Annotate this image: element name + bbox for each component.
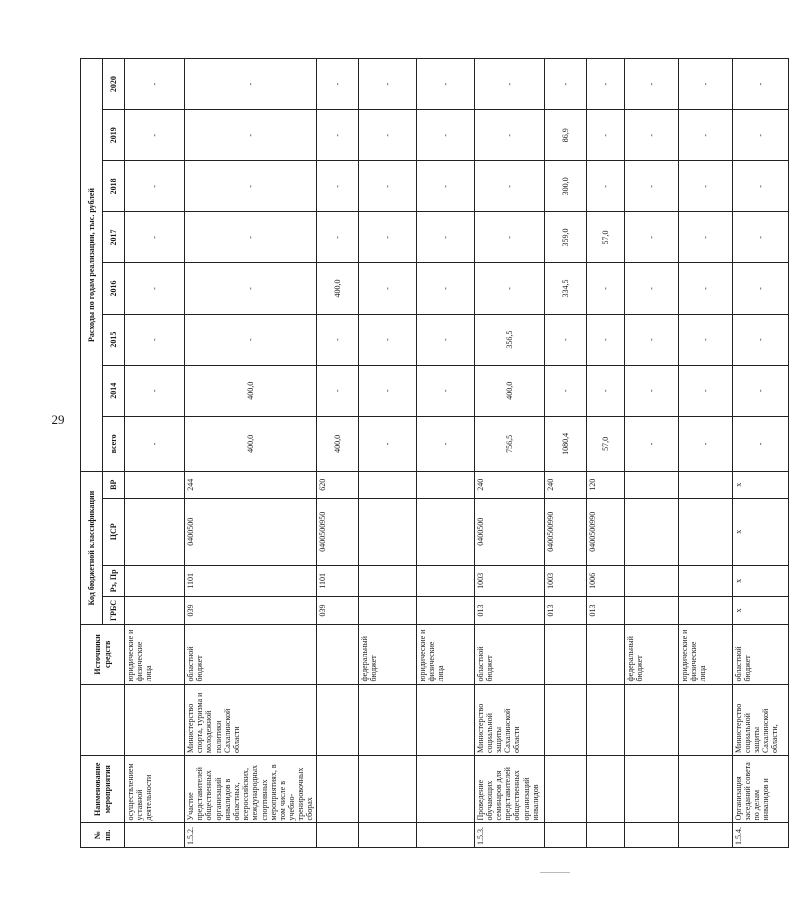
- cell-total: -: [125, 416, 185, 471]
- cell-no: [416, 823, 474, 848]
- cell-year-value: -: [544, 314, 586, 365]
- cell-total: 400,0: [185, 416, 317, 471]
- cell-year-value: -: [678, 314, 732, 365]
- cell-total: 1080,4: [544, 416, 586, 471]
- cell-vr: [678, 471, 732, 498]
- cell-no: [544, 823, 586, 848]
- cell-total: 756,5: [474, 416, 544, 471]
- cell-source: федеральный бюджет: [624, 625, 678, 684]
- cell-grbs: 013: [474, 596, 544, 625]
- cell-year-value: -: [416, 365, 474, 416]
- cell-year-value: -: [732, 314, 788, 365]
- cell-year-value: 86,9: [544, 110, 586, 161]
- cell-executor: Министерство социальной защиты Сахалинской области: [474, 684, 544, 756]
- cell-year-value: -: [732, 110, 788, 161]
- cell-rz: 1003: [544, 565, 586, 596]
- cell-year-value: -: [185, 314, 317, 365]
- cell-year-value: -: [185, 263, 317, 314]
- cell-year-value: -: [185, 161, 317, 212]
- cell-year-value: 359,0: [544, 212, 586, 263]
- cell-vr: [624, 471, 678, 498]
- cell-year-value: -: [474, 59, 544, 110]
- cell-year-value: -: [125, 161, 185, 212]
- cell-no: [678, 823, 732, 848]
- table-row: [416, 59, 474, 848]
- header-expenses: Расходы по годам реализации, тыс. рублей: [81, 59, 103, 472]
- cell-year-value: -: [416, 314, 474, 365]
- cell-source: федеральный бюджет: [358, 625, 416, 684]
- table-row: [185, 59, 317, 848]
- cell-year-value: 300,0: [544, 161, 586, 212]
- cell-total: 400,0: [316, 416, 358, 471]
- cell-year-value: -: [125, 365, 185, 416]
- header-rzpr: Рз, Пр: [103, 565, 125, 596]
- cell-name: осуществлением уставной деятельности: [125, 756, 185, 823]
- cell-name: [544, 756, 586, 823]
- header-year: 2016: [103, 263, 125, 314]
- header-csr: ЦСР: [103, 498, 125, 565]
- cell-year-value: -: [416, 161, 474, 212]
- cell-rz: x: [732, 565, 788, 596]
- cell-year-value: -: [358, 212, 416, 263]
- cell-year-value: -: [678, 365, 732, 416]
- cell-year-value: -: [185, 110, 317, 161]
- cell-rz: [678, 565, 732, 596]
- cell-vr: [416, 471, 474, 498]
- cell-csr: [416, 498, 474, 565]
- cell-year-value: -: [586, 110, 624, 161]
- cell-year-value: -: [185, 59, 317, 110]
- cell-year-value: -: [416, 110, 474, 161]
- cell-year-value: -: [316, 314, 358, 365]
- cell-total: -: [732, 416, 788, 471]
- cell-csr: 0400500950: [316, 498, 358, 565]
- cell-no: 1.5.3.: [474, 823, 544, 848]
- budget-table: [80, 58, 789, 848]
- cell-year-value: -: [185, 212, 317, 263]
- cell-year-value: 356,5: [474, 314, 544, 365]
- cell-year-value: -: [586, 59, 624, 110]
- cell-year-value: -: [678, 212, 732, 263]
- cell-year-value: -: [732, 161, 788, 212]
- cell-year-value: -: [358, 314, 416, 365]
- cell-csr: [125, 498, 185, 565]
- cell-rz: 1101: [316, 565, 358, 596]
- cell-total: -: [624, 416, 678, 471]
- cell-year-value: -: [624, 365, 678, 416]
- cell-rz: [416, 565, 474, 596]
- cell-year-value: 334,5: [544, 263, 586, 314]
- cell-year-value: 400,0: [185, 365, 317, 416]
- cell-year-value: -: [586, 263, 624, 314]
- cell-year-value: -: [474, 212, 544, 263]
- cell-grbs: [125, 596, 185, 625]
- cell-year-value: -: [125, 263, 185, 314]
- cell-name: [586, 756, 624, 823]
- header-year: 2015: [103, 314, 125, 365]
- header-kbk: Код бюджетной классификации: [81, 471, 103, 624]
- cell-year-value: 400,0: [316, 263, 358, 314]
- cell-rz: 1003: [474, 565, 544, 596]
- table-body: [125, 59, 789, 848]
- cell-executor: [586, 684, 624, 756]
- table-row: [678, 59, 732, 848]
- cell-executor: [416, 684, 474, 756]
- cell-no: [358, 823, 416, 848]
- table-row: [624, 59, 678, 848]
- cell-year-value: -: [624, 110, 678, 161]
- cell-total: 57,0: [586, 416, 624, 471]
- cell-executor: Министерство спорта, туризма и молодежной политики Сахалинской области: [185, 684, 317, 756]
- cell-year-value: -: [316, 212, 358, 263]
- cell-total: -: [416, 416, 474, 471]
- cell-grbs: 039: [316, 596, 358, 625]
- cell-executor: [316, 684, 358, 756]
- cell-source: [544, 625, 586, 684]
- cell-source: [586, 625, 624, 684]
- cell-csr: 0400500: [474, 498, 544, 565]
- cell-year-value: -: [586, 314, 624, 365]
- cell-vr: x: [732, 471, 788, 498]
- cell-rz: 1101: [185, 565, 317, 596]
- cell-vr: 120: [586, 471, 624, 498]
- cell-year-value: -: [125, 212, 185, 263]
- cell-csr: 0400500990: [544, 498, 586, 565]
- header-vr: ВР: [103, 471, 125, 498]
- cell-no: [586, 823, 624, 848]
- cell-csr: 0400500990: [586, 498, 624, 565]
- cell-executor: [624, 684, 678, 756]
- cell-csr: 0400500: [185, 498, 317, 565]
- cell-source: областной бюджет: [185, 625, 317, 684]
- cell-name: Проведение обучающих семинаров для представителей общественных организаций инвалидов: [474, 756, 544, 823]
- cell-name: [358, 756, 416, 823]
- cell-vr: 240: [474, 471, 544, 498]
- table-row: [586, 59, 624, 848]
- cell-grbs: x: [732, 596, 788, 625]
- cell-year-value: -: [125, 59, 185, 110]
- table-row: [474, 59, 544, 848]
- cell-executor: [358, 684, 416, 756]
- cell-grbs: 013: [544, 596, 586, 625]
- cell-year-value: -: [624, 59, 678, 110]
- cell-source: областной бюджет: [732, 625, 788, 684]
- cell-grbs: [678, 596, 732, 625]
- cell-vr: 244: [185, 471, 317, 498]
- header-grbs: ГРБС: [103, 596, 125, 625]
- cell-source: юридические и физические лица: [678, 625, 732, 684]
- cell-year-value: -: [316, 365, 358, 416]
- cell-executor: Министерство социальной защиты Сахалинской области,: [732, 684, 788, 756]
- cell-total: -: [358, 416, 416, 471]
- cell-name: Организация заседаний совета по делам инвалидов и: [732, 756, 788, 823]
- cell-no: [125, 823, 185, 848]
- header-no: № пп.: [81, 823, 125, 848]
- cell-source: областной бюджет: [474, 625, 544, 684]
- table-row: [316, 59, 358, 848]
- cell-vr: [125, 471, 185, 498]
- cell-grbs: 013: [586, 596, 624, 625]
- cell-year-value: -: [678, 161, 732, 212]
- cell-csr: [358, 498, 416, 565]
- header-total: всего: [103, 416, 125, 471]
- cell-year-value: -: [416, 263, 474, 314]
- cell-no: 1.5.4.: [732, 823, 788, 848]
- cell-rz: 1006: [586, 565, 624, 596]
- cell-year-value: -: [678, 110, 732, 161]
- rotated-table-container: [80, 58, 780, 848]
- cell-year-value: -: [732, 212, 788, 263]
- cell-csr: [624, 498, 678, 565]
- cell-year-value: -: [732, 365, 788, 416]
- cell-year-value: -: [125, 110, 185, 161]
- cell-csr: x: [732, 498, 788, 565]
- cell-year-value: -: [678, 59, 732, 110]
- cell-rz: [358, 565, 416, 596]
- cell-year-value: -: [544, 365, 586, 416]
- cell-source: [316, 625, 358, 684]
- cell-year-value: -: [678, 263, 732, 314]
- cell-vr: [358, 471, 416, 498]
- header-year: 2019: [103, 110, 125, 161]
- cell-year-value: -: [416, 212, 474, 263]
- cell-year-value: -: [358, 161, 416, 212]
- table-row: [125, 59, 185, 848]
- cell-name: [624, 756, 678, 823]
- cell-vr: 620: [316, 471, 358, 498]
- cell-year-value: -: [358, 365, 416, 416]
- table-row: [544, 59, 586, 848]
- page-number: 29: [51, 412, 65, 427]
- cell-grbs: [358, 596, 416, 625]
- budget-table-page: [80, 58, 780, 848]
- cell-year-value: -: [474, 110, 544, 161]
- cell-rz: [624, 565, 678, 596]
- header-year: 2014: [103, 365, 125, 416]
- cell-vr: 240: [544, 471, 586, 498]
- header-name: Наименование мероприятия: [81, 756, 125, 823]
- cell-source: юридические и физические лица: [416, 625, 474, 684]
- cell-year-value: -: [544, 59, 586, 110]
- cell-rz: [125, 565, 185, 596]
- cell-year-value: -: [316, 110, 358, 161]
- cell-year-value: -: [358, 110, 416, 161]
- cell-year-value: -: [474, 161, 544, 212]
- cell-year-value: -: [586, 365, 624, 416]
- cell-name: [416, 756, 474, 823]
- cell-total: -: [678, 416, 732, 471]
- header-year: 2018: [103, 161, 125, 212]
- header-year: 2020: [103, 59, 125, 110]
- table-row: [358, 59, 416, 848]
- cell-year-value: -: [624, 263, 678, 314]
- cell-year-value: -: [474, 263, 544, 314]
- cell-year-value: 400,0: [474, 365, 544, 416]
- cell-executor: [125, 684, 185, 756]
- cell-no: 1.5.2.: [185, 823, 317, 848]
- cell-year-value: -: [732, 263, 788, 314]
- cell-year-value: -: [624, 212, 678, 263]
- header-executor: [81, 684, 125, 756]
- cell-year-value: -: [624, 161, 678, 212]
- cell-name: [316, 756, 358, 823]
- cell-year-value: -: [358, 59, 416, 110]
- cell-year-value: -: [316, 161, 358, 212]
- cell-csr: [678, 498, 732, 565]
- cell-year-value: -: [416, 59, 474, 110]
- cell-no: [624, 823, 678, 848]
- cell-year-value: -: [732, 59, 788, 110]
- cell-year-value: -: [358, 263, 416, 314]
- scan-mark: [540, 872, 570, 873]
- cell-year-value: -: [316, 59, 358, 110]
- cell-no: [316, 823, 358, 848]
- cell-grbs: [624, 596, 678, 625]
- cell-executor: [678, 684, 732, 756]
- cell-year-value: -: [586, 161, 624, 212]
- header-year: 2017: [103, 212, 125, 263]
- cell-year-value: -: [624, 314, 678, 365]
- header-source: Источники средств: [81, 625, 125, 684]
- table-row: [732, 59, 788, 848]
- cell-year-value: -: [125, 314, 185, 365]
- cell-name: Участие представителей общественных организаций инвалидов в областных, всероссийских, международных спортивных мероприятиях, в том числе в учебно-тренировочных сборах: [185, 756, 317, 823]
- cell-grbs: [416, 596, 474, 625]
- cell-year-value: 57,0: [586, 212, 624, 263]
- cell-executor: [544, 684, 586, 756]
- cell-name: [678, 756, 732, 823]
- cell-source: юридические и физические лица: [125, 625, 185, 684]
- cell-grbs: 039: [185, 596, 317, 625]
